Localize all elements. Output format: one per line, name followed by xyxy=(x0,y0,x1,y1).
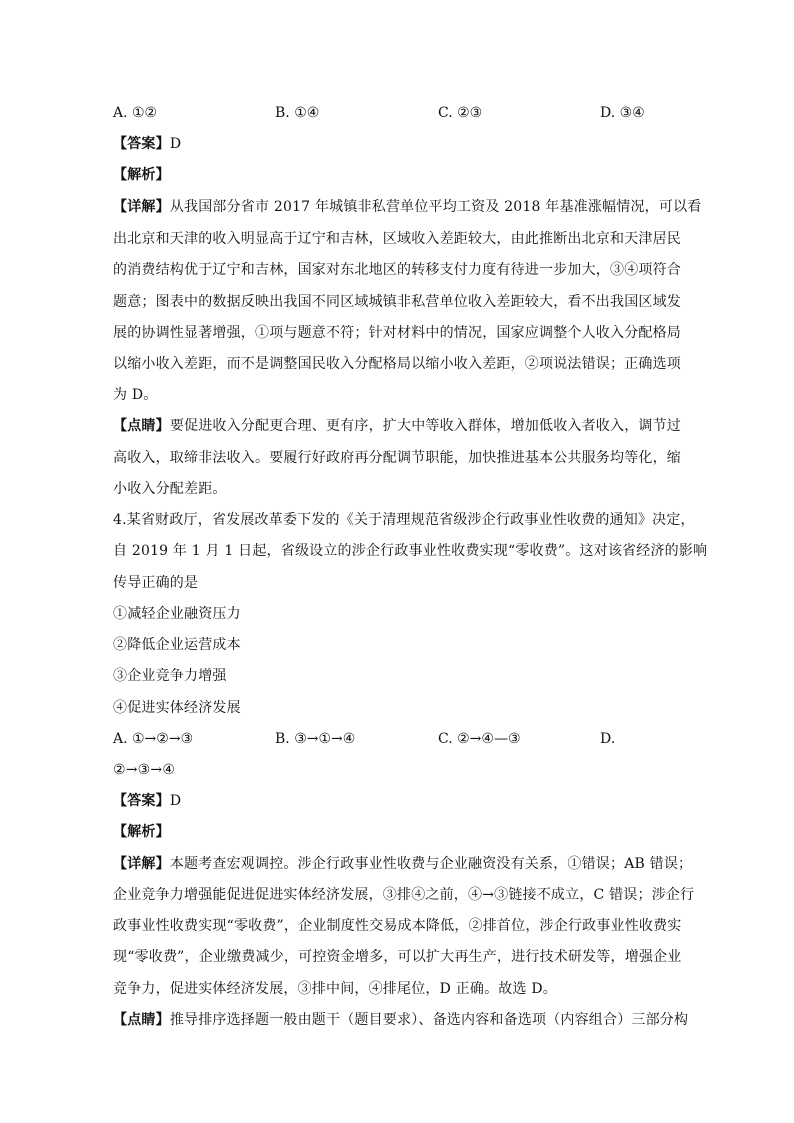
q4-stem-line: 4.某省财政厅，省发展改革委下发的《关于清理规范省级涉企行政事业性收费的通知》决定， xyxy=(113,512,695,528)
tip-text: 要促进收入分配更合理、更有序，扩大中等收入群体，增加低收入者收入，调节过 xyxy=(169,418,682,434)
q3-detail-line: 的消费结构优于辽宁和吉林，国家对东北地区的转移支付力度有待进一步加大，③④项符合 xyxy=(113,262,681,278)
q4-stem-line: 传导正确的是 xyxy=(113,575,199,591)
detail-text: 从我国部分省市 2017 年城镇非私营单位平均工资及 2018 年基准涨幅情况，可以看 xyxy=(169,199,702,215)
q3-answer xyxy=(113,134,683,154)
tip-label: 【点睛】 xyxy=(113,1012,170,1028)
q3-tip-line xyxy=(113,416,683,436)
tip-label: 【点睛】 xyxy=(113,418,170,434)
answer-label: 【答案】 xyxy=(113,136,170,152)
q4-detail-line: 企业竞争力增强能促进促进实体经济发展，③排④之前，④→③链接不成立，C 错误；涉企行 xyxy=(113,887,695,903)
q4-item: ④促进实体经济发展 xyxy=(113,700,241,716)
q4-detail-line: 竞争力，促进实体经济发展，③排中间，④排尾位，D 正确。故选 D。 xyxy=(113,981,557,997)
q4-answer xyxy=(113,791,683,811)
q3-tip-line: 小收入分配差距。 xyxy=(113,481,227,497)
q4-option-a: A. ①→②→③ xyxy=(113,731,194,747)
q3-option-c: C. ②③ xyxy=(438,105,483,121)
q4-option-d-content: ②→③→④ xyxy=(113,762,176,778)
q3-detail-line: 出北京和天津的收入明显高于辽宁和吉林，区域收入差距较大，由此推断出北京和天津居民 xyxy=(113,231,681,247)
q4-stem-line: 自 2019 年 1 月 1 日起，省级设立的涉企行政事业性收费实现“零收费”。这对该省经济的影响 xyxy=(113,543,708,559)
answer-value: D xyxy=(169,793,182,809)
q4-detail-line: 政事业性收费实现“零收费”，企业制度性交易成本降低，②排首位，涉企行政事业性收费实 xyxy=(113,918,682,934)
q4-option-c: C. ②→④—③ xyxy=(438,731,521,747)
q4-tip-line xyxy=(113,1010,689,1030)
detail-text: 本题考查宏观调控。涉企行政事业性收费与企业融资没有关系，①错误；AB 错误； xyxy=(169,856,693,872)
q3-analysis-label: 【解析】 xyxy=(113,167,170,183)
q4-option-b: B. ③→①→④ xyxy=(275,731,356,747)
q4-detail-line: 现“零收费”，企业缴费减少，可控资金增多，可以扩大再生产，进行技术研发等，增强企业 xyxy=(113,949,682,965)
q3-detail-line xyxy=(113,197,702,217)
q4-option-d: D. xyxy=(600,731,616,747)
answer-value: D xyxy=(169,136,182,152)
q3-option-d: D. ③④ xyxy=(600,105,645,121)
q3-detail-line: 展的协调性显著增强，①项与题意不符；针对材料中的情况，国家应调整个人收入分配格局 xyxy=(113,325,681,341)
q3-detail-line: 为 D。 xyxy=(113,387,158,403)
q3-option-a: A. ①② xyxy=(113,105,158,121)
detail-label: 【详解】 xyxy=(113,199,170,215)
q3-option-b: B. ①④ xyxy=(275,105,320,121)
q4-item: ②降低企业运营成本 xyxy=(113,637,241,653)
q4-detail-line xyxy=(113,854,693,874)
q4-item: ③企业竞争力增强 xyxy=(113,668,227,684)
answer-label: 【答案】 xyxy=(113,793,170,809)
tip-text: 推导排序选择题一般由题干（题目要求）、备选内容和备选项（内容组合）三部分构 xyxy=(169,1012,689,1028)
q4-analysis-label: 【解析】 xyxy=(113,824,170,840)
detail-label: 【详解】 xyxy=(113,856,170,872)
q3-detail-line: 以缩小收入差距，而不是调整国民收入分配格局以缩小收入差距，②项说法错误；正确选项 xyxy=(113,356,681,372)
q3-tip-line: 高收入，取缔非法收入。要履行好政府再分配调节职能，加快推进基本公共服务均等化，缩 xyxy=(113,450,681,466)
q3-detail-line: 题意；图表中的数据反映出我国不同区域城镇非私营单位收入差距较大，看不出我国区域发 xyxy=(113,294,681,310)
q4-item: ①减轻企业融资压力 xyxy=(113,606,241,622)
